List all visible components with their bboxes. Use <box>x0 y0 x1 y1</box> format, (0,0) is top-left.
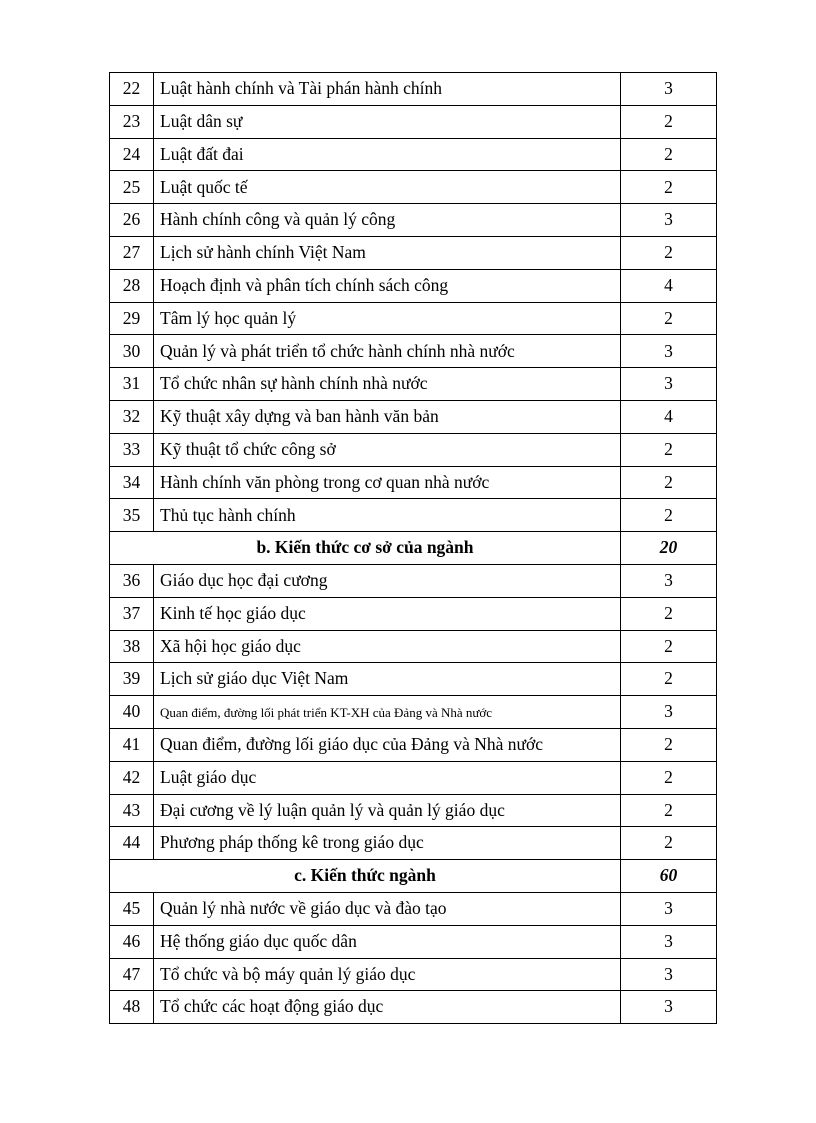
course-number: 41 <box>110 728 154 761</box>
table-row <box>110 925 717 958</box>
course-number: 34 <box>110 466 154 499</box>
course-name: Hành chính công và quản lý công <box>154 204 621 237</box>
course-credits: 2 <box>621 105 717 138</box>
course-number: 48 <box>110 991 154 1024</box>
table-row <box>110 204 717 237</box>
course-number: 27 <box>110 236 154 269</box>
course-credits: 2 <box>621 597 717 630</box>
course-name: Lịch sử giáo dục Việt Nam <box>154 663 621 696</box>
course-credits: 3 <box>621 958 717 991</box>
course-credits: 2 <box>621 499 717 532</box>
course-name: Lịch sử hành chính Việt Nam <box>154 236 621 269</box>
course-name: Hệ thống giáo dục quốc dân <box>154 925 621 958</box>
course-name: Hành chính văn phòng trong cơ quan nhà nước <box>154 466 621 499</box>
table-row <box>110 728 717 761</box>
course-number: 37 <box>110 597 154 630</box>
section-title: b. Kiến thức cơ sở của ngành <box>110 532 621 565</box>
course-name: Kỹ thuật xây dựng và ban hành văn bản <box>154 400 621 433</box>
course-credits: 3 <box>621 204 717 237</box>
course-name: Luật đất đai <box>154 138 621 171</box>
course-number: 44 <box>110 827 154 860</box>
course-credits: 2 <box>621 236 717 269</box>
course-credits: 2 <box>621 171 717 204</box>
table-row <box>110 335 717 368</box>
table-row <box>110 138 717 171</box>
table-row <box>110 991 717 1024</box>
table-row <box>110 236 717 269</box>
course-number: 40 <box>110 696 154 729</box>
table-row <box>110 368 717 401</box>
course-number: 45 <box>110 892 154 925</box>
course-credits: 2 <box>621 663 717 696</box>
course-credits: 3 <box>621 564 717 597</box>
course-credits: 3 <box>621 73 717 106</box>
course-name: Xã hội học giáo dục <box>154 630 621 663</box>
table-row <box>110 958 717 991</box>
course-number: 33 <box>110 433 154 466</box>
course-credits: 3 <box>621 335 717 368</box>
course-number: 24 <box>110 138 154 171</box>
course-credits: 3 <box>621 368 717 401</box>
course-number: 39 <box>110 663 154 696</box>
table-row <box>110 499 717 532</box>
course-name: Quan điểm, đường lối giáo dục của Đảng và Nhà nước <box>154 728 621 761</box>
course-name: Luật giáo dục <box>154 761 621 794</box>
course-number: 38 <box>110 630 154 663</box>
course-name: Quản lý và phát triển tổ chức hành chính nhà nước <box>154 335 621 368</box>
course-name: Đại cương về lý luận quản lý và quản lý giáo dục <box>154 794 621 827</box>
course-name: Phương pháp thống kê trong giáo dục <box>154 827 621 860</box>
table-row <box>110 466 717 499</box>
course-credits: 2 <box>621 433 717 466</box>
course-name: Luật quốc tế <box>154 171 621 204</box>
course-name: Giáo dục học đại cương <box>154 564 621 597</box>
section-title: c. Kiến thức ngành <box>110 860 621 893</box>
table-row <box>110 663 717 696</box>
course-name: Tâm lý học quản lý <box>154 302 621 335</box>
course-number: 22 <box>110 73 154 106</box>
course-credits: 3 <box>621 696 717 729</box>
course-number: 35 <box>110 499 154 532</box>
table-row <box>110 400 717 433</box>
table-row <box>110 761 717 794</box>
course-credits: 3 <box>621 892 717 925</box>
course-name: Quản lý nhà nước về giáo dục và đào tạo <box>154 892 621 925</box>
course-name: Luật hành chính và Tài phán hành chính <box>154 73 621 106</box>
course-credits: 2 <box>621 138 717 171</box>
table-row <box>110 827 717 860</box>
table-row <box>110 564 717 597</box>
course-name: Tổ chức và bộ máy quản lý giáo dục <box>154 958 621 991</box>
course-number: 26 <box>110 204 154 237</box>
course-name: Kỹ thuật tổ chức công sở <box>154 433 621 466</box>
course-number: 31 <box>110 368 154 401</box>
table-row <box>110 302 717 335</box>
curriculum-table-body <box>110 73 717 1024</box>
course-number: 36 <box>110 564 154 597</box>
course-credits: 2 <box>621 630 717 663</box>
course-credits: 3 <box>621 991 717 1024</box>
table-row <box>110 794 717 827</box>
course-number: 29 <box>110 302 154 335</box>
table-row <box>110 269 717 302</box>
course-number: 30 <box>110 335 154 368</box>
section-credit-total: 60 <box>621 860 717 893</box>
table-row <box>110 696 717 729</box>
course-name: Tổ chức nhân sự hành chính nhà nước <box>154 368 621 401</box>
course-number: 28 <box>110 269 154 302</box>
course-number: 42 <box>110 761 154 794</box>
course-name: Thủ tục hành chính <box>154 499 621 532</box>
course-number: 47 <box>110 958 154 991</box>
course-credits: 4 <box>621 269 717 302</box>
table-row <box>110 171 717 204</box>
course-credits: 2 <box>621 761 717 794</box>
table-row <box>110 105 717 138</box>
course-name: Hoạch định và phân tích chính sách công <box>154 269 621 302</box>
section-header-row <box>110 532 717 565</box>
section-credit-total: 20 <box>621 532 717 565</box>
course-credits: 2 <box>621 728 717 761</box>
course-name: Luật dân sự <box>154 105 621 138</box>
course-number: 25 <box>110 171 154 204</box>
table-row <box>110 597 717 630</box>
course-credits: 2 <box>621 794 717 827</box>
course-number: 43 <box>110 794 154 827</box>
course-number: 32 <box>110 400 154 433</box>
course-name: Quan điểm, đường lối phát triển KT-XH của Đảng và Nhà nước <box>154 696 621 729</box>
course-name: Kinh tế học giáo dục <box>154 597 621 630</box>
course-number: 46 <box>110 925 154 958</box>
course-credits: 2 <box>621 302 717 335</box>
course-number: 23 <box>110 105 154 138</box>
section-header-row <box>110 860 717 893</box>
course-name: Tổ chức các hoạt động giáo dục <box>154 991 621 1024</box>
course-credits: 2 <box>621 466 717 499</box>
table-row <box>110 73 717 106</box>
table-row <box>110 892 717 925</box>
curriculum-table <box>109 72 717 1024</box>
table-row <box>110 433 717 466</box>
course-credits: 2 <box>621 827 717 860</box>
course-credits: 4 <box>621 400 717 433</box>
course-credits: 3 <box>621 925 717 958</box>
table-row <box>110 630 717 663</box>
